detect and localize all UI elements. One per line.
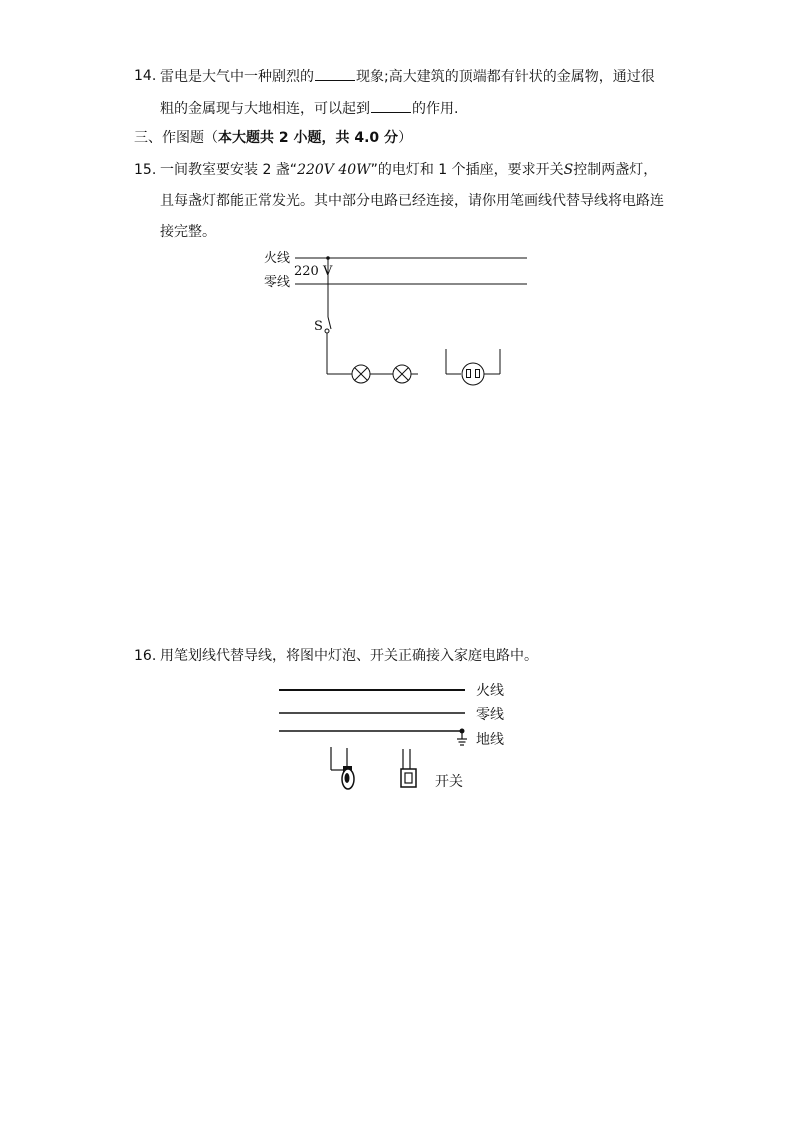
- socket-icon: [446, 349, 500, 385]
- switch-symbol: S: [563, 162, 574, 178]
- switch-contact: [325, 329, 329, 333]
- switch-label: 开关: [435, 774, 463, 790]
- question-14-text-c: 粗的金属现与大地相连，可以起到: [160, 101, 370, 117]
- section-3-part-b: 小题，共: [288, 130, 355, 146]
- question-14-text-a: 雷电是大气中一种剧烈的: [160, 69, 314, 85]
- lamp-rating: 220V 40W: [297, 162, 371, 178]
- question-15-line-3: 接完整。: [160, 224, 216, 240]
- question-14-line-2: [160, 98, 458, 119]
- question-15-number: 15.: [134, 162, 157, 178]
- question-14-line-1: [160, 66, 655, 87]
- section-3-part-c: 分: [379, 130, 399, 146]
- section-3-points: 4.0: [354, 130, 380, 146]
- live-wire-label: 火线: [476, 683, 504, 699]
- wall-switch-icon: [401, 749, 416, 787]
- neutral-wire-label: 零线: [264, 275, 291, 290]
- question-16-text: 用笔划线代替导线，将图中灯泡、开关正确接入家庭电路中。: [160, 648, 538, 664]
- live-wire-label: 火线: [264, 251, 291, 266]
- answer-blank-2[interactable]: [371, 98, 411, 113]
- question-15-text-a: 一间教室要安装 2 盏“: [160, 162, 298, 178]
- section-3-prefix: 三、作图题（: [134, 130, 218, 146]
- answer-blank-1[interactable]: [315, 66, 355, 81]
- question-15-text-b: ”的电灯和 1 个插座，要求开关: [370, 162, 564, 178]
- voltage-label: 220 V: [294, 264, 333, 279]
- switch-blade: [328, 317, 331, 329]
- lamp-2-icon: [393, 365, 411, 383]
- question-15-line-2: 且每盏灯都能正常发光。其中部分电路已经连接，请你用笔画线代替导线将电路连: [160, 193, 664, 209]
- circuit-diagram-15: [250, 245, 550, 390]
- question-14-number: 14.: [134, 68, 157, 84]
- neutral-wire-label: 零线: [476, 707, 504, 723]
- question-14-text-d: 的作用.: [412, 101, 459, 117]
- switch-label: S: [314, 319, 323, 334]
- section-3-heading: [134, 128, 412, 148]
- section-3-part-a: 本大题共: [218, 130, 279, 146]
- circuit-diagram-16: [270, 675, 520, 800]
- section-3-count: 2: [278, 130, 289, 146]
- question-14-text-b: 现象;高大建筑的顶端都有针状的金属物，通过很: [356, 69, 655, 85]
- light-bulb-icon: [331, 747, 354, 789]
- question-16-number: 16.: [134, 648, 157, 664]
- lamp-1-icon: [352, 365, 370, 383]
- section-3-suffix: ）: [398, 130, 413, 146]
- question-15-text-c: 控制两盏灯，: [573, 162, 658, 178]
- question-15-line-1: [160, 160, 657, 180]
- ground-wire-label: 地线: [476, 732, 504, 748]
